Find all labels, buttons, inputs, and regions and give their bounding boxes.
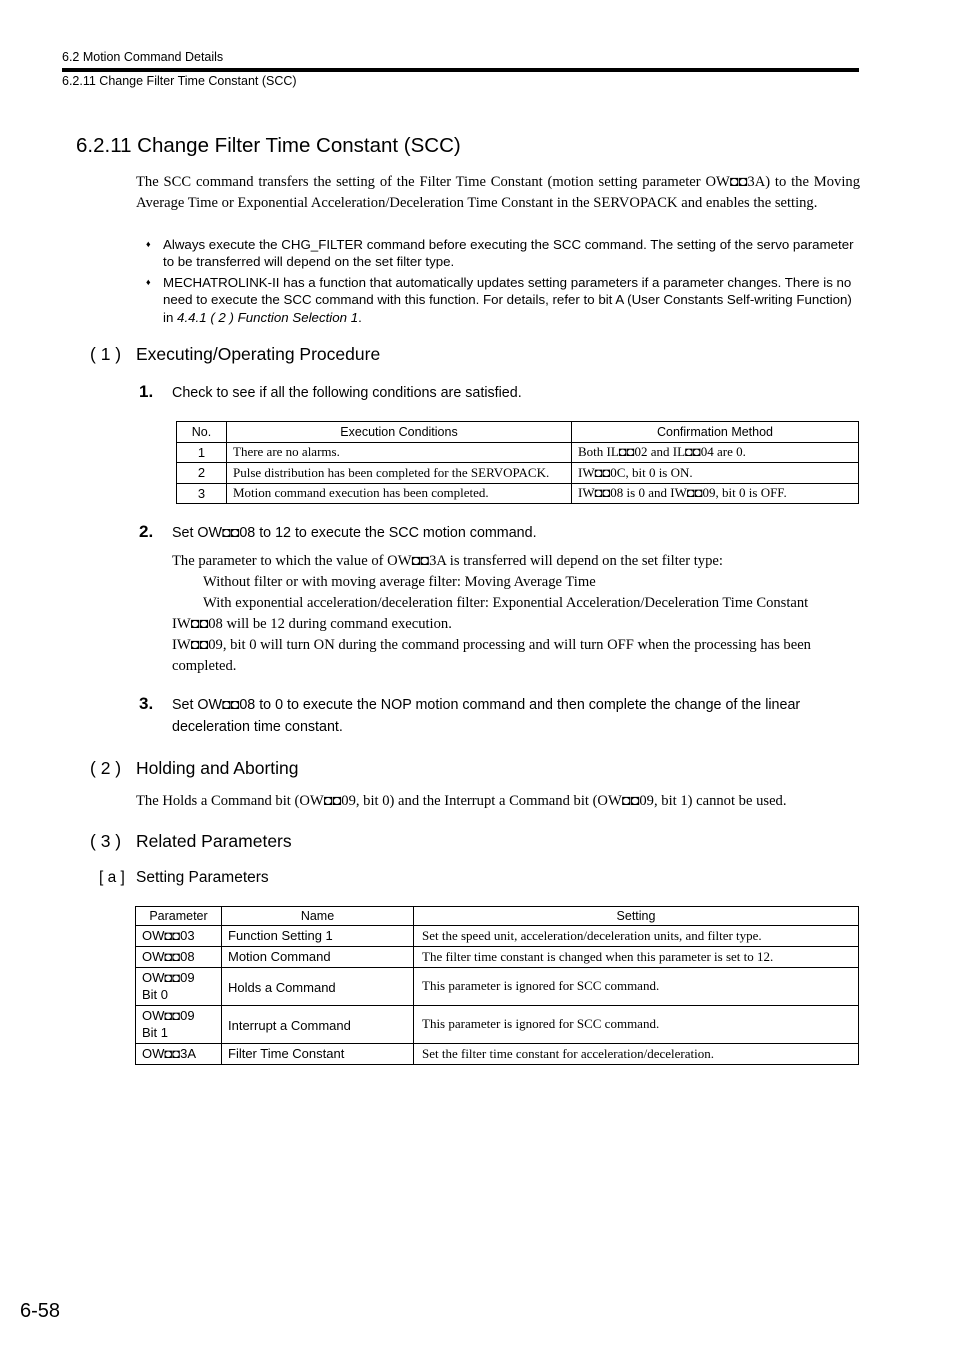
subsection-heading-3 — [90, 831, 292, 852]
step2-details — [172, 551, 860, 677]
table-cell: IW◘◘0C, bit 0 is ON. — [572, 463, 859, 484]
step-number-3: 3. — [139, 694, 154, 713]
table-row — [136, 1044, 859, 1065]
table-header-row — [177, 422, 859, 443]
diamond-bullet-icon: ♦ — [146, 277, 151, 288]
subsection-number: ( 3 ) — [90, 831, 122, 851]
table-row — [177, 442, 859, 463]
note-bullets — [146, 236, 860, 329]
step-number-1: 1. — [139, 382, 154, 401]
subsection-title: Holding and Aborting — [136, 758, 299, 778]
setting-cell: Set the speed unit, acceleration/deceleration units, and filter type. — [414, 926, 859, 947]
diamond-bullet-icon: ♦ — [146, 239, 151, 249]
subsection-heading-2 — [90, 758, 298, 779]
table-cell: Pulse distribution has been completed for the SERVOPACK. — [227, 463, 572, 484]
step-text-2: Set OW◘◘08 to 12 to execute the SCC motion command. — [172, 525, 537, 541]
table-row — [136, 947, 859, 968]
note-bullet-1 — [146, 236, 860, 271]
column-header: No. — [177, 422, 227, 443]
cross-reference: 4.4.1 ( 2 ) Function Selection 1 — [177, 309, 359, 325]
subsection-number: ( 2 ) — [90, 758, 122, 778]
paragraph: The parameter to which the value of OW◘◘3A is transferred will depend on the set filter type: — [172, 553, 723, 569]
holding-aborting-paragraph: The Holds a Command bit (OW◘◘09, bit 0) and the Interrupt a Command bit (OW◘◘09, bit 1) cannot be used. — [136, 793, 787, 809]
sub-heading-a — [99, 869, 269, 887]
table-cell: Both IL◘◘02 and IL◘◘04 are 0. — [572, 442, 859, 463]
sub-heading-title: Setting Parameters — [136, 869, 269, 886]
paragraph-indented: Without filter or with moving average filter: Moving Average Time — [203, 574, 596, 590]
section-title: 6.2.11 Change Filter Time Constant (SCC) — [76, 134, 461, 157]
parameter-cell: OW◘◘08 — [136, 947, 222, 968]
name-cell: Holds a Command — [222, 968, 414, 1006]
note-bullet-2 — [146, 274, 860, 326]
table-cell: There are no alarms. — [227, 442, 572, 463]
parameter-cell: OW◘◘03 — [136, 926, 222, 947]
setting-cell: The filter time constant is changed when this parameter is set to 12. — [414, 947, 859, 968]
parameter-code: OW◘◘09 — [142, 1008, 195, 1023]
paragraph: IW◘◘09, bit 0 will turn ON during the command processing and will turn OFF when the processing has been completed. — [172, 637, 811, 674]
table-row — [136, 1006, 859, 1044]
step-text-1: Check to see if all the following conditions are satisfied. — [172, 385, 522, 401]
name-cell: Filter Time Constant — [222, 1044, 414, 1065]
table-row — [136, 926, 859, 947]
paragraph: IW◘◘08 will be 12 during command execution. — [172, 616, 452, 632]
header-rule — [62, 68, 859, 72]
paragraph-indented: With exponential acceleration/deceleration filter: Exponential Acceleration/Deceleration Time Constant — [203, 595, 809, 611]
table-cell: 3 — [177, 483, 227, 504]
name-cell: Motion Command — [222, 947, 414, 968]
table-row — [177, 483, 859, 504]
subsection-number: ( 1 ) — [90, 344, 122, 364]
setting-cell: This parameter is ignored for SCC command. — [414, 968, 859, 1006]
parameter-bit: Bit 0 — [142, 987, 169, 1002]
running-header-section: 6.2 Motion Command Details — [62, 50, 224, 64]
parameter-cell — [136, 1006, 222, 1044]
parameter-cell: OW◘◘3A — [136, 1044, 222, 1065]
execution-conditions-table — [176, 421, 859, 504]
page-number: 6-58 — [20, 1300, 61, 1322]
setting-cell: This parameter is ignored for SCC command. — [414, 1006, 859, 1044]
table-header-row — [136, 907, 859, 926]
column-header: Parameter — [136, 907, 222, 926]
table-cell: IW◘◘08 is 0 and IW◘◘09, bit 0 is OFF. — [572, 483, 859, 504]
step-number-2: 2. — [139, 522, 154, 541]
column-header: Execution Conditions — [227, 422, 572, 443]
subsection-title: Related Parameters — [136, 831, 292, 851]
setting-parameters-table — [135, 906, 859, 1065]
note-bullet-text: Always execute the CHG_FILTER command before executing the SCC command. The setting of the servo parameter to be transferred will depend on the set filter type. — [163, 237, 854, 270]
step-text-3: Set OW◘◘08 to 0 to execute the NOP motion command and then complete the change of the linear deceleration time constant. — [172, 697, 801, 735]
parameter-code: OW◘◘09 — [142, 970, 195, 985]
setting-cell: Set the filter time constant for acceleration/deceleration. — [414, 1044, 859, 1065]
name-cell: Interrupt a Command — [222, 1006, 414, 1044]
table-row — [177, 463, 859, 484]
parameter-bit: Bit 1 — [142, 1025, 169, 1040]
parameter-cell — [136, 968, 222, 1006]
running-header-subsection: 6.2.11 Change Filter Time Constant (SCC) — [62, 74, 297, 88]
column-header: Setting — [414, 907, 859, 926]
intro-paragraph: The SCC command transfers the setting of the Filter Time Constant (motion setting parameter OW◘◘3A) to the Moving Average Time or Exponential Acceleration/Deceleration Time Constant in the SERVOPACK and enables the setting. — [136, 174, 860, 211]
column-header: Name — [222, 907, 414, 926]
note-bullet-text: MECHATROLINK-II has a function that automatically updates setting parameters if a parameter changes. There is no need to execute the SCC command with this function. For details, refer to bit A (User Constants Self-writing Function) in — [163, 275, 852, 325]
subsection-heading-1 — [90, 344, 380, 365]
table-row — [136, 968, 859, 1006]
column-header: Confirmation Method — [572, 422, 859, 443]
subsection-title: Executing/Operating Procedure — [136, 344, 381, 364]
table-cell: 1 — [177, 442, 227, 463]
table-cell: 2 — [177, 463, 227, 484]
sub-heading-number: [ a ] — [99, 869, 125, 886]
table-cell: Motion command execution has been completed. — [227, 483, 572, 504]
name-cell: Function Setting 1 — [222, 926, 414, 947]
note-bullet-end: . — [358, 309, 362, 325]
